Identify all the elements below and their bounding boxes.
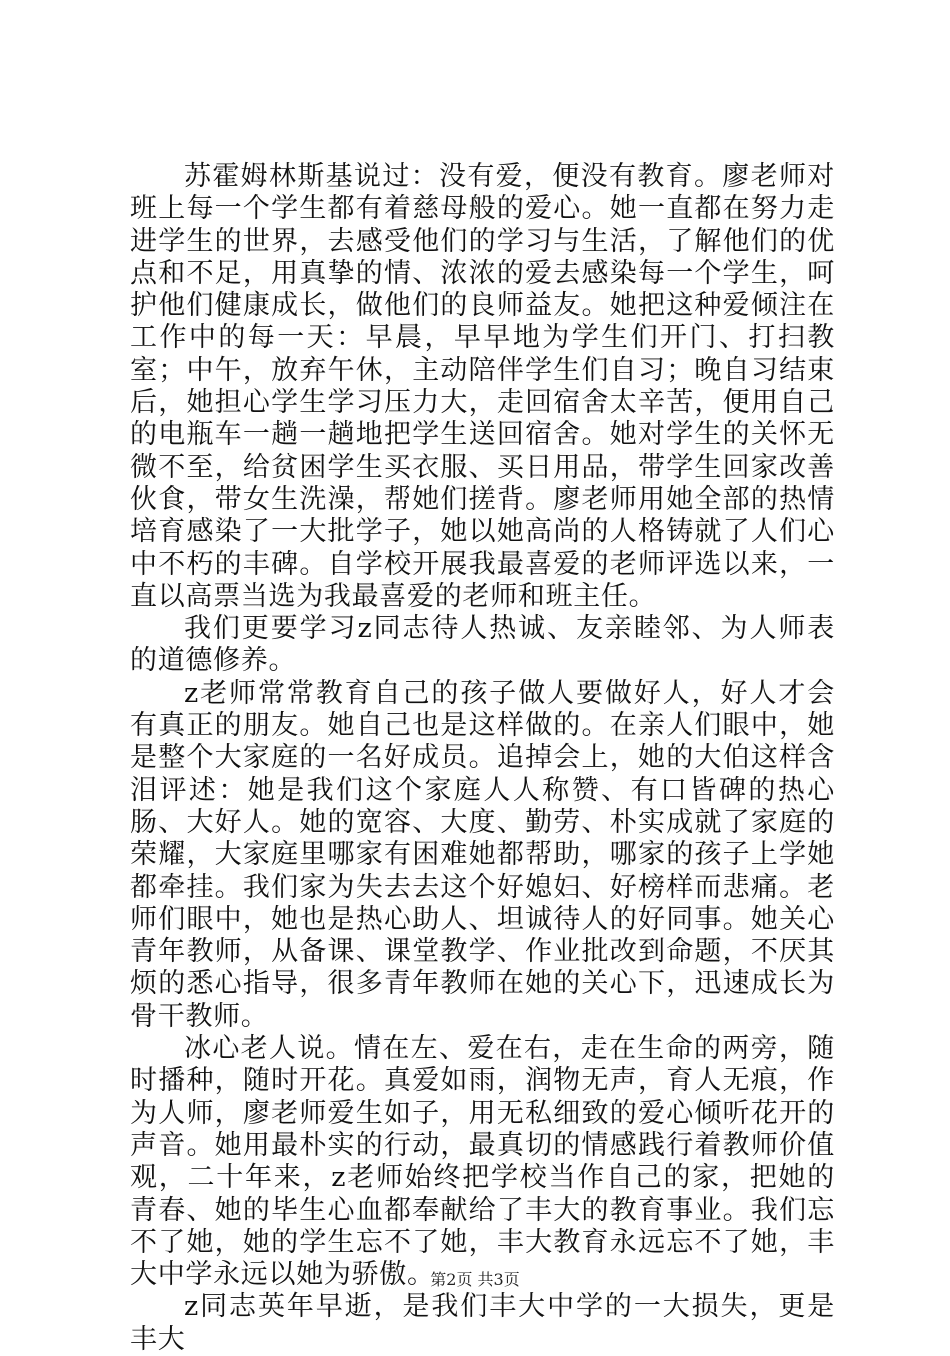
paragraph: 冰心老人说。情在左、爱在右，走在生命的两旁，随时播种，随时开花。真爱如雨，润物无声，育人无痕，作为人师，廖老师爱生如子，用无私细致的爱心倾听花开的声音。她用最朴实的行动，最真切的情感践行着教师价值观，二十年来，z老师始终把学校当作自己的家，把她的青春、她的毕生心血都奉献给了丰大的教育事业。我们忘不了她，她的学生忘不了她，丰大教育永远忘不了她，丰大中学永远以她为骄傲。: [130, 1033, 835, 1291]
page-footer: 第2页 共3页: [430, 1270, 520, 1289]
document-body: [130, 161, 835, 1356]
paragraph: z老师常常教育自己的孩子做人要做好人，好人才会有真正的朋友。她自己也是这样做的。在亲人们眼中，她是整个大家庭的一名好成员。追掉会上，她的大伯这样含泪评述：她是我们这个家庭人人称赞、有口皆碑的热心肠、大好人。她的宽容、大度、勤劳、朴实成就了家庭的荣耀，大家庭里哪家有困难她都帮助，哪家的孩子上学她都牵挂。我们家为失去去这个好媳妇、好榜样而悲痛。老师们眼中，她也是热心助人、坦诚待人的好同事。她关心青年教师，从备课、课堂教学、作业批改到命题，不厌其烦的悉心指导，很多青年教师在她的关心下，迅速成长为骨干教师。: [130, 677, 835, 1032]
paragraph: 我们更要学习z同志待人热诚、友亲睦邻、为人师表的道德修养。: [130, 613, 835, 677]
paragraph: 苏霍姆林斯基说过：没有爱，便没有教育。廖老师对班上每一个学生都有着慈母般的爱心。她一直都在努力走进学生的世界，去感受他们的学习与生活，了解他们的优点和不足，用真挚的情、浓浓的爱去感染每一个学生，呵护他们健康成长，做他们的良师益友。她把这种爱倾注在工作中的每一天：早晨，早早地为学生们开门、打扫教室；中午，放弃午休，主动陪伴学生们自习；晚自习结束后，她担心学生学习压力大，走回宿舍太辛苦，便用自己的电瓶车一趟一趟地把学生送回宿舍。她对学生的关怀无微不至，给贫困学生买衣服、买日用品，带学生回家改善伙食，带女生洗澡，帮她们搓背。廖老师用她全部的热情培育感染了一大批学子，她以她高尚的人格铸就了人们心中不朽的丰碑。自学校开展我最喜爱的老师评选以来，一直以高票当选为我最喜爱的老师和班主任。: [130, 161, 835, 612]
paragraph: z同志英年早逝，是我们丰大中学的一大损失，更是丰大: [130, 1291, 835, 1355]
